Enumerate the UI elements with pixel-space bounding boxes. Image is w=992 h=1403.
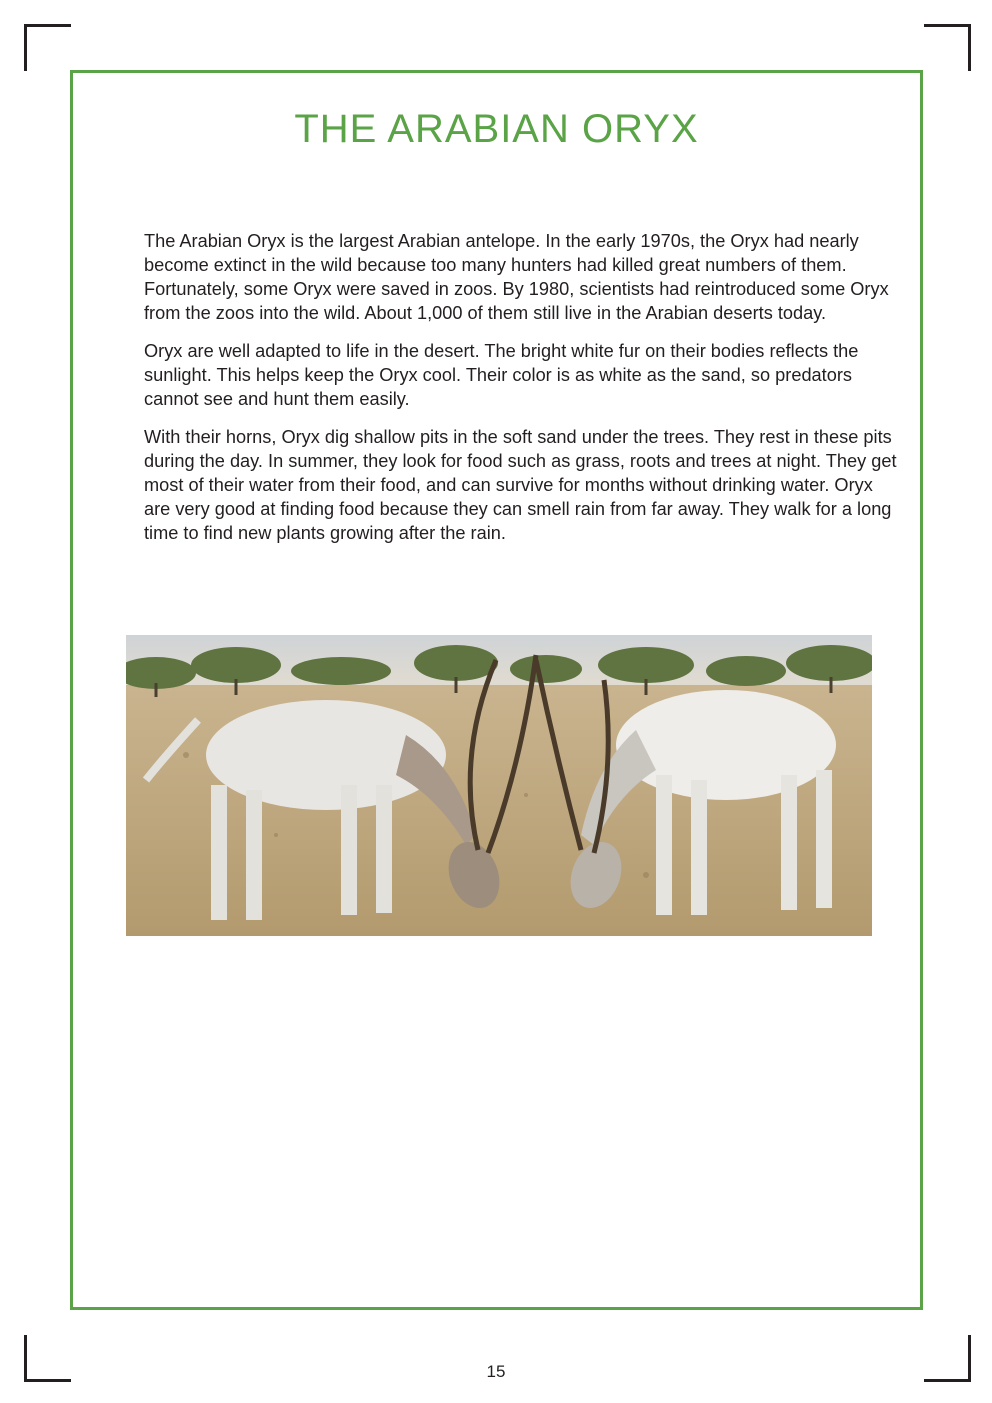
crop-mark-top-left [24,24,71,71]
paragraph-1: The Arabian Oryx is the largest Arabian antelope. In the early 1970s, the Oryx had nearly become extinct in the wild because too many hunters had killed great numbers of them. Fortunately, some Oryx were saved in zoos. By 1980, scientists had reintroduced some Oryx from the zoos into the wild. About 1,000 of them still live in the Arabian deserts today. [144,231,889,323]
page-number: 15 [486,1362,506,1381]
crop-mark-top-right [924,24,971,71]
oryx-photo [126,635,872,936]
paragraph-2: Oryx are well adapted to life in the desert. The bright white fur on their bodies reflects the sunlight. This helps keep the Oryx cool. Their color is as white as the sand, so predators cannot see and hunt them easily. [144,341,859,409]
paragraph-3: With their horns, Oryx dig shallow pits in the soft sand under the trees. They rest in these pits during the day. In summer, they look for food such as grass, roots and trees at night. They get most of their water from their food, and can survive for months without drinking water. Oryx are very good at finding food because they can smell rain from far away. They walk for a long time to find new plants growing after the rain. [144,427,897,543]
content-frame [70,70,923,1310]
article-body [144,229,904,559]
page-title: THE ARABIAN ORYX [294,107,699,151]
